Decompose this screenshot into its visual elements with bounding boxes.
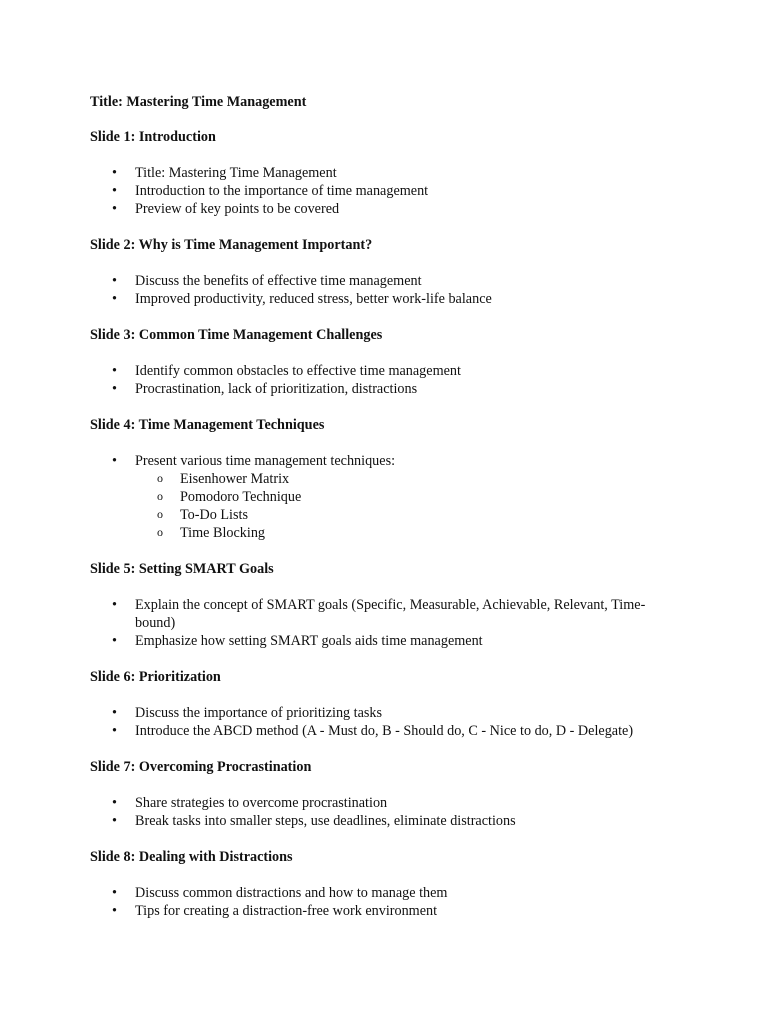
technique-sub-list (135, 470, 690, 542)
slide-2-bullet-list (90, 272, 690, 308)
bullet-item: • Preview of key points to be covered (90, 200, 690, 218)
bullet-item: • Tips for creating a distraction-free work environment (90, 902, 690, 920)
slide-1-section (90, 128, 690, 218)
slide-4-heading: Slide 4: Time Management Techniques (90, 417, 325, 433)
slide-5-bullet-list (90, 596, 690, 650)
bullet-item: • Introduction to the importance of time management (90, 182, 690, 200)
slide-6-bullet-list (90, 704, 690, 740)
bullet-item: • Discuss common distractions and how to manage them (90, 884, 690, 902)
bullet-item: • Break tasks into smaller steps, use deadlines, eliminate distractions (90, 812, 690, 830)
slide-1-bullet-list (90, 164, 690, 218)
document-page (90, 93, 690, 938)
slide-6-section (90, 668, 690, 740)
slide-8-heading: Slide 8: Dealing with Distractions (90, 849, 293, 865)
bullet-item: • Emphasize how setting SMART goals aids time management (90, 632, 690, 650)
sub-bullet-item: o Eisenhower Matrix (135, 470, 690, 488)
sub-bullet-item: o Pomodoro Technique (135, 488, 690, 506)
sub-bullet-item: o Time Blocking (135, 524, 690, 542)
bullet-item: • Title: Mastering Time Management (90, 164, 690, 182)
slide-7-bullet-list (90, 794, 690, 830)
sub-bullet-item: o To-Do Lists (135, 506, 690, 524)
slide-2-heading: Slide 2: Why is Time Management Important? (90, 237, 373, 253)
bullet-item: • Improved productivity, reduced stress, better work-life balance (90, 290, 690, 308)
bullet-item: • Discuss the importance of prioritizing tasks (90, 704, 690, 722)
slide-5-heading: Slide 5: Setting SMART Goals (90, 561, 274, 577)
bullet-item: • Explain the concept of SMART goals (Specific, Measurable, Achievable, Relevant, Time-bound) (90, 596, 690, 632)
bullet-item: • Procrastination, lack of prioritization, distractions (90, 380, 690, 398)
slide-6-heading: Slide 6: Prioritization (90, 669, 221, 685)
document-title: Title: Mastering Time Management (90, 94, 307, 110)
slide-7-heading: Slide 7: Overcoming Procrastination (90, 759, 312, 775)
bullet-item: • Identify common obstacles to effective time management (90, 362, 690, 380)
bullet-item-text: Present various time management techniques: (135, 453, 396, 469)
slide-8-bullet-list (90, 884, 690, 920)
slide-7-section (90, 758, 690, 830)
slide-3-heading: Slide 3: Common Time Management Challenges (90, 327, 383, 343)
slide-4-bullet-list (90, 452, 690, 542)
slide-8-section (90, 848, 690, 920)
slide-3-bullet-list (90, 362, 690, 398)
bullet-item: • Introduce the ABCD method (A - Must do, B - Should do, C - Nice to do, D - Delegate) (90, 722, 690, 740)
slide-5-section (90, 560, 690, 650)
slide-3-section (90, 326, 690, 398)
slide-2-section (90, 236, 690, 308)
bullet-item: • Discuss the benefits of effective time management (90, 272, 690, 290)
slide-4-section (90, 416, 690, 542)
bullet-item (90, 452, 690, 542)
bullet-item: • Share strategies to overcome procrastination (90, 794, 690, 812)
slide-1-heading: Slide 1: Introduction (90, 129, 216, 145)
